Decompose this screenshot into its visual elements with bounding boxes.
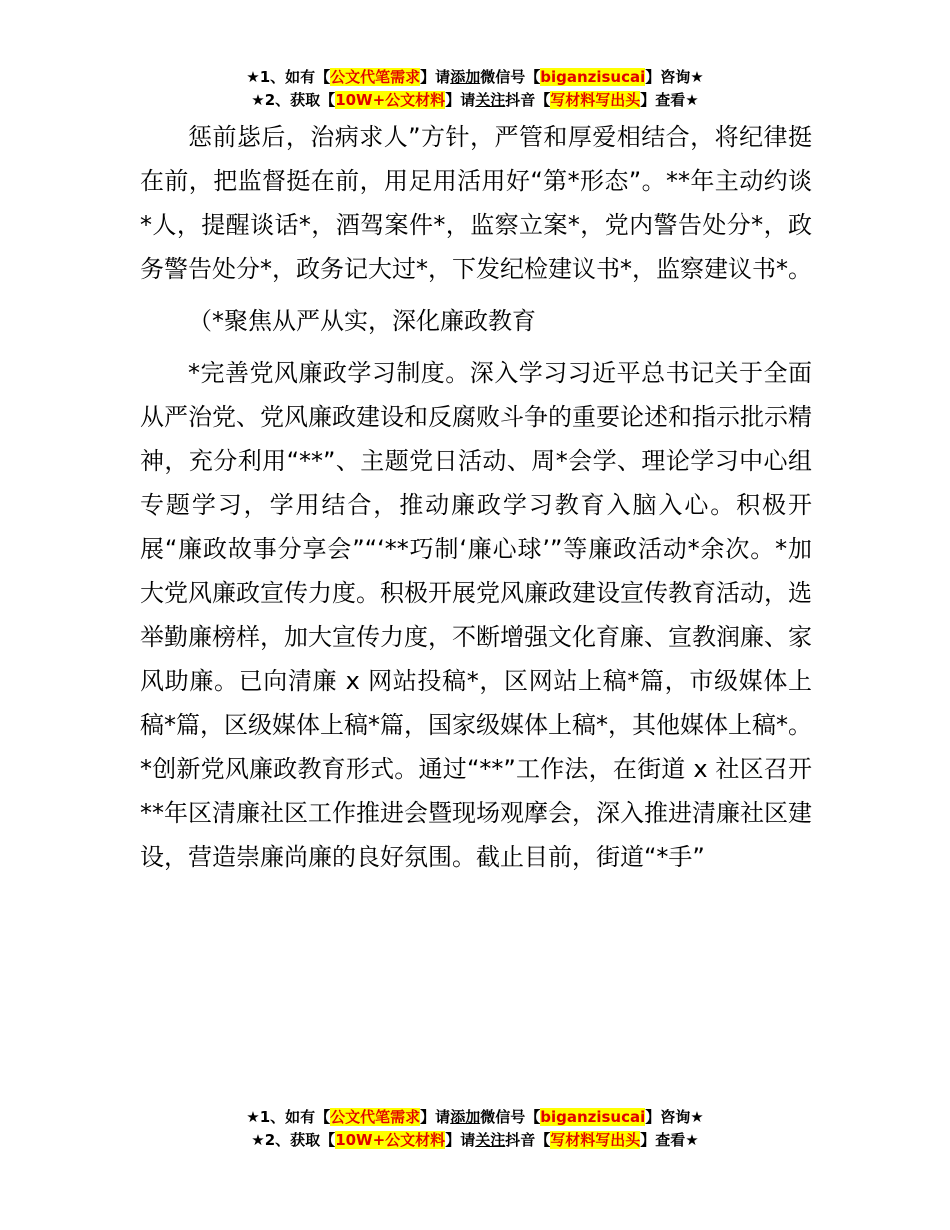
banner-text: 抖音【: [505, 91, 551, 109]
banner-text: ★2、获取【: [251, 91, 336, 109]
banner-line-2: [0, 1129, 950, 1152]
highlight-materials: 10W+公文材料: [335, 1131, 446, 1149]
banner-text: 微信号【: [480, 68, 541, 86]
banner-text: 】咨询★: [645, 1108, 704, 1126]
banner-text: 】咨询★: [645, 68, 704, 86]
banner-text: 】请: [420, 1108, 451, 1126]
banner-text: 】查看★: [640, 91, 699, 109]
banner-text: 】请: [445, 1131, 476, 1149]
highlight-wechat-id: biganzisucai: [540, 1108, 646, 1126]
banner-text: 微信号【: [480, 1108, 541, 1126]
banner-emphasis: 添加: [450, 1108, 481, 1126]
banner-line-2: [0, 89, 950, 112]
paragraph-education: *完善党风廉政学习制度。深入学习习近平总书记关于全面从严治党、党风廉政建设和反腐败斗争的重要论述和指示批示精神，充分利用“**”、主题党日活动、周*会学、理论学习中心组专题学习，学用结合，推动廉政学习教育入脑入心。积极开展“廉政故事分享会”“‘**巧制‘廉心球’”等廉政活动*余次。*加大党风廉政宣传力度。积极开展党风廉政建设宣传教育活动，选举勤廉榜样，加大宣传力度，不断增强文化育廉、宣教润廉、家风助廉。已向清廉 x 网站投稿*，区网站上稿*篇，市级媒体上稿*篇，区级媒体上稿*篇，国家级媒体上稿*，其他媒体上稿*。*创新党风廉政教育形式。通过“**”工作法，在街道 x 社区召开**年区清廉社区工作推进会暨现场观摩会，深入推进清廉社区建设，营造崇廉尚廉的良好氛围。截止目前，街道“*手”: [140, 359, 812, 871]
highlight-materials: 10W+公文材料: [335, 91, 446, 109]
section-heading: （*聚焦从严从实，深化廉政教育: [188, 307, 536, 335]
banner-emphasis: 添加: [450, 68, 481, 86]
banner-emphasis: 关注: [475, 1131, 506, 1149]
footer-banner: [0, 1106, 950, 1152]
highlight-douyin-account: 写材料写出头: [550, 91, 641, 109]
highlight-service: 公文代笔需求: [330, 68, 421, 86]
banner-text: ★2、获取【: [251, 1131, 336, 1149]
banner-text: 】请: [445, 91, 476, 109]
banner-emphasis: 关注: [475, 91, 506, 109]
paragraph-discipline: 惩前毖后，治病求人”方针，严管和厚爱相结合，将纪律挺在前，把监督挺在前，用足用活用好“第*形态”。**年主动约谈*人，提醒谈话*，酒驾案件*，监察立案*，党内警告处分*，政务警告处分*，政务记大过*，下发纪检建议书*，监察建议书*。: [140, 123, 812, 283]
banner-line-1: [0, 66, 950, 89]
highlight-service: 公文代笔需求: [330, 1108, 421, 1126]
banner-text: ★1、如有【: [246, 1108, 331, 1126]
banner-text: 】查看★: [640, 1131, 699, 1149]
banner-text: 】请: [420, 68, 451, 86]
banner-line-1: [0, 1106, 950, 1129]
banner-text: 抖音【: [505, 1131, 551, 1149]
banner-text: ★1、如有【: [246, 68, 331, 86]
document-body: [140, 115, 812, 879]
highlight-wechat-id: biganzisucai: [540, 68, 646, 86]
header-banner: [0, 66, 950, 112]
highlight-douyin-account: 写材料写出头: [550, 1131, 641, 1149]
